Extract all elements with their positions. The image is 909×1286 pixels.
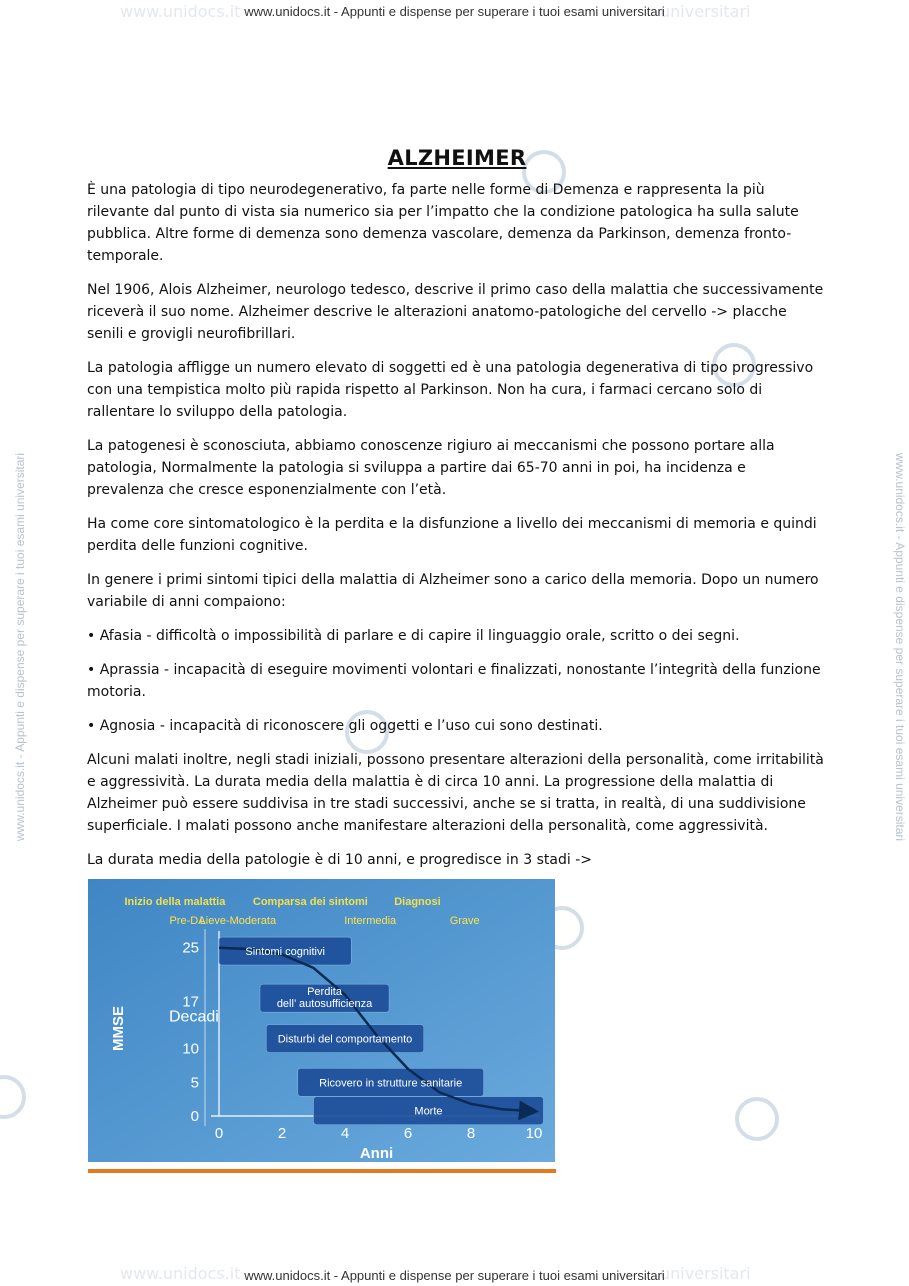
mmse-progression-chart xyxy=(88,879,555,1162)
paragraph: Ha come core sintomatologico è la perdita e la disfunzione a livello dei meccanismi di memoria e quindi perdita delle funzioni cognitive. xyxy=(87,516,817,554)
y-tick-label: 25 xyxy=(182,939,199,957)
stage-box-label: Perdita xyxy=(307,986,342,999)
watermark-side-left: www.unidocs.it - Appunti e dispense per superare i tuoi esami universitari xyxy=(13,452,27,842)
x-tick-label: 0 xyxy=(214,1125,224,1142)
x-tick-label: 4 xyxy=(340,1125,350,1142)
stage-label: Grave xyxy=(449,915,480,927)
x-tick-label: 10 xyxy=(525,1125,543,1142)
stage-box-label: Ricovero in strutture sanitarie xyxy=(319,1077,463,1090)
stage-label: Pre-DA xyxy=(169,915,206,927)
paragraph: In genere i primi sintomi tipici della malattia di Alzheimer sono a carico della memoria. Dopo un numero variabile di anni compaiono: xyxy=(87,572,819,610)
document-body xyxy=(87,143,827,883)
decades-annotation: Decadi xyxy=(169,1008,219,1026)
watermark-header: www.unidocs.it - Appunti e dispense per superare i tuoi esami universitari xyxy=(244,4,665,19)
phase-label: Inizio della malattia xyxy=(124,896,226,908)
stage-box-label: Sintomi cognitivi xyxy=(245,946,325,959)
stage-box-label: Disturbi del comportamento xyxy=(277,1033,413,1046)
x-tick-label: 8 xyxy=(466,1125,476,1142)
x-axis-label: Anni xyxy=(359,1145,394,1162)
phase-label: Comparsa dei sintomi xyxy=(252,896,368,908)
paragraph: La patologia affligge un numero elevato di soggetti ed è una patologia degenerativa di tipo progressivo con una tempistica molto più rapida rispetto al Parkinson. Non ha cura, i farmaci cercano solo di rallentare lo sviluppo della patologia. xyxy=(87,360,814,420)
watermark-ghost-top: www.unidocs.it xyxy=(120,2,241,21)
bullet-item: • Aprassia - incapacità di eseguire movimenti volontari e finalizzati, nonostante l’integrità della funzione motoria. xyxy=(87,662,821,700)
watermark-side-right: www.unidocs.it - Appunti e dispense per superare i tuoi esami universitari xyxy=(893,452,907,842)
stage-label: Lieve-Moderata xyxy=(199,915,277,927)
y-tick-label: 5 xyxy=(190,1074,199,1092)
figure-underline xyxy=(88,1169,556,1173)
phase-label: Diagnosi xyxy=(394,896,441,908)
x-tick-label: 6 xyxy=(403,1125,413,1142)
y-tick-label: 0 xyxy=(190,1108,199,1125)
stage-box-label: Morte xyxy=(414,1105,443,1118)
bullet-item: • Agnosia - incapacità di riconoscere gli oggetti e l’uso cui sono destinati. xyxy=(87,718,603,734)
stage-label: Intermedia xyxy=(344,915,397,927)
watermark-logo-icon xyxy=(0,1075,26,1119)
watermark-footer: www.unidocs.it - Appunti e dispense per superare i tuoi esami universitari xyxy=(244,1268,665,1283)
stage-box-label: dell’ autosufficienza xyxy=(276,998,373,1011)
y-tick-label: 10 xyxy=(182,1040,199,1058)
paragraph: Nel 1906, Alois Alzheimer, neurologo tedesco, descrive il primo caso della malattia che successivamente riceverà il suo nome. Alzheimer descrive le alterazioni anatomo-patologiche del cervello -> placche senili e grovigli neurofibrillari. xyxy=(87,282,824,342)
paragraph: È una patologia di tipo neurodegenerativo, fa parte nelle forme di Demenza e rappresenta la più rilevante dal punto di vista sia numerico sia per l’impatto che la condizione patologica ha sulla salute pubblica. Altre forme di demenza sono demenza vascolare, demenza da Parkinson, demenza fronto-temporale. xyxy=(87,182,799,264)
watermark-ghost-bottom: www.unidocs.it xyxy=(120,1264,241,1283)
paragraph: La durata media della patologie è di 10 anni, e progredisce in 3 stadi -> xyxy=(87,852,592,868)
paragraph: La patogenesi è sconosciuta, abbiamo conoscenze rigiuro ai meccanismi che possono portare alla patologia, Normalmente la patologia si sviluppa a partire dai 65-70 anni in poi, ha incidenza e prevalenza che cresce esponenzialmente con l’età. xyxy=(87,438,775,498)
watermark-ghost-top-right: universitari xyxy=(660,2,751,21)
y-axis-label: MMSE xyxy=(110,1006,127,1051)
paragraph: Alcuni malati inoltre, negli stadi iniziali, possono presentare alterazioni della personalità, come irritabilità e aggressività. La durata media della malattia è di circa 10 anni. La progressione della malattia di Alzheimer può essere suddivisa in tre stadi successivi, anche se si tratta, in realtà, di una suddivisione superficiale. I malati possono anche manifestare alterazioni della personalità, come aggressività. xyxy=(87,752,824,834)
y-tick-label: 17 xyxy=(182,993,199,1011)
bullet-item: • Afasia - difficoltà o impossibilità di parlare e di capire il linguaggio orale, scritto o dei segni. xyxy=(87,628,740,644)
x-tick-label: 2 xyxy=(277,1125,287,1142)
watermark-logo-icon xyxy=(735,1097,779,1141)
watermark-ghost-bottom-right: universitari xyxy=(660,1264,751,1283)
page-title: ALZHEIMER xyxy=(387,146,527,170)
